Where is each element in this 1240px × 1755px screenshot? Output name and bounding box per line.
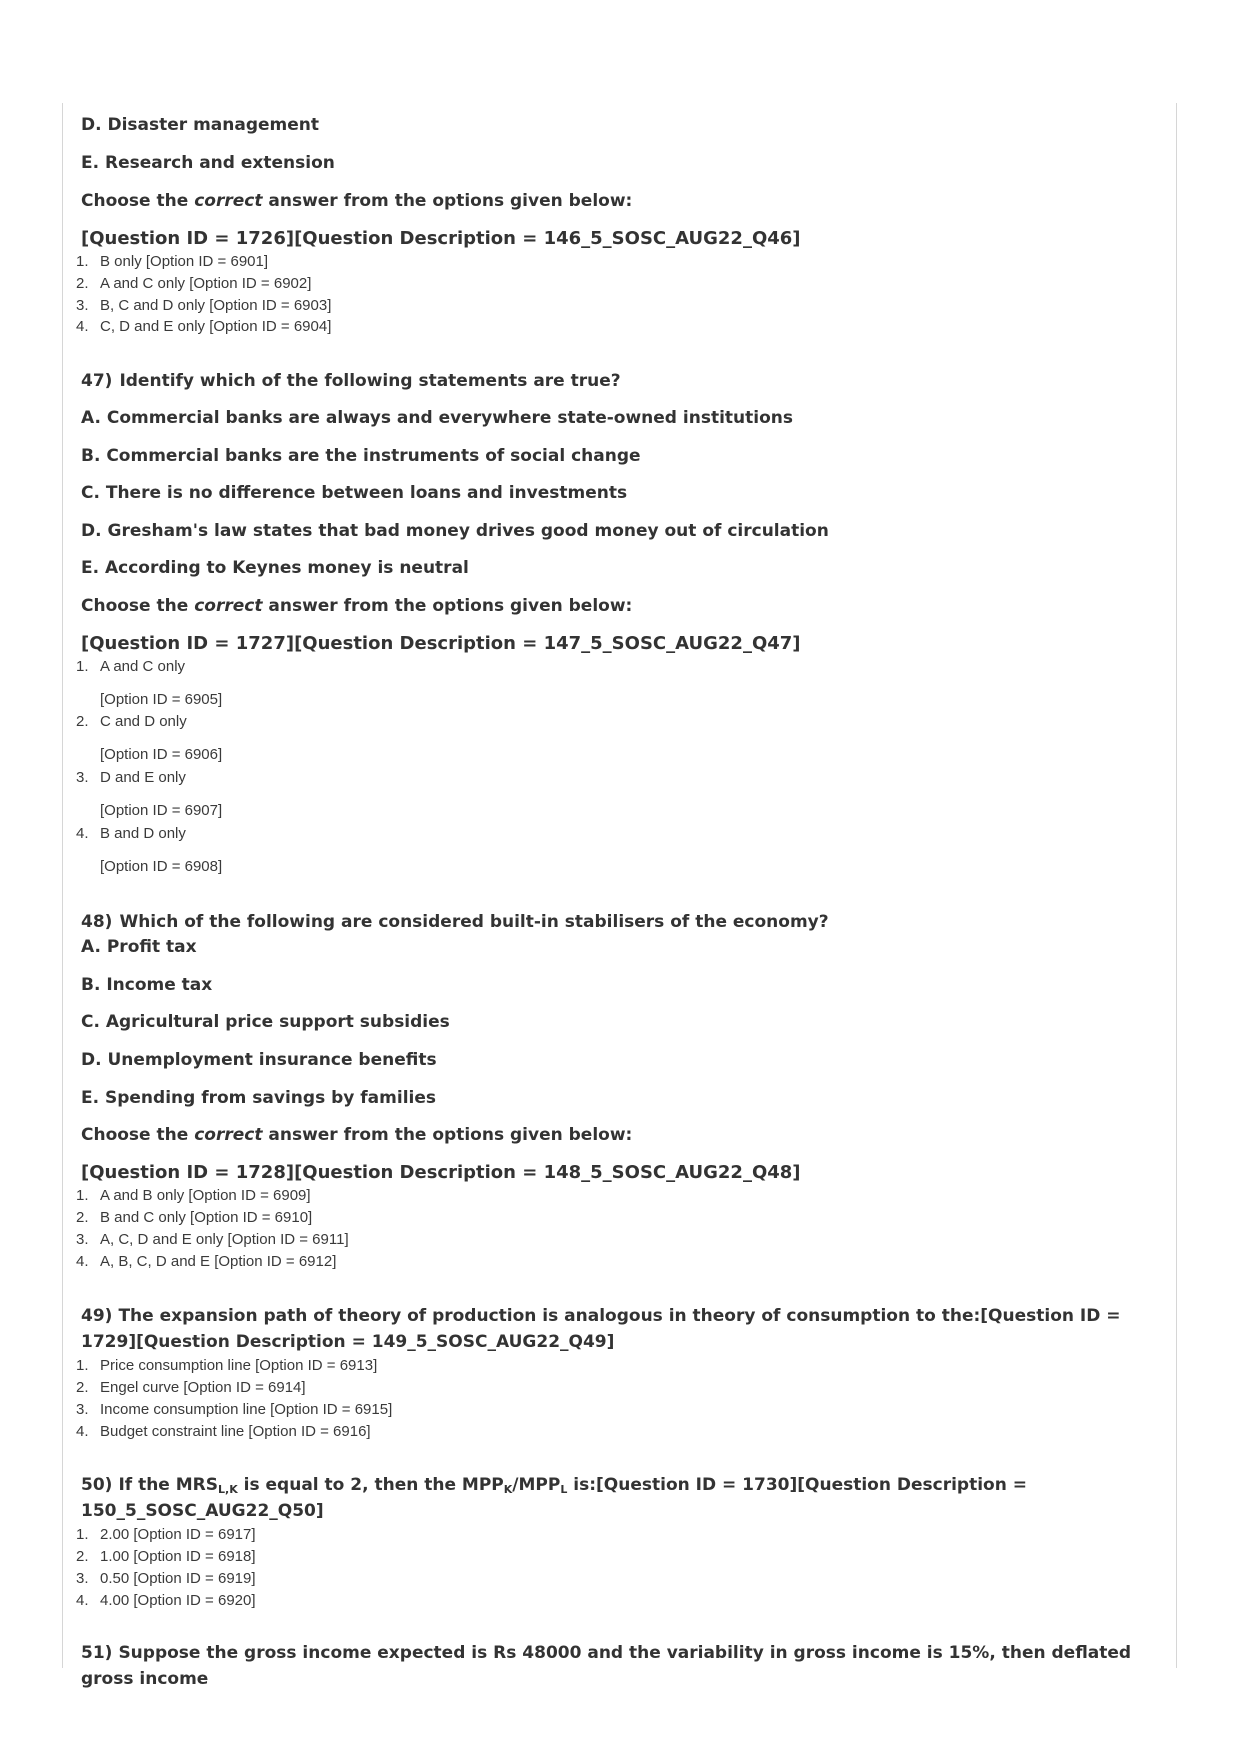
- q48-option-2[interactable]: 2. B and C only [Option ID = 6910]: [76, 1209, 313, 1226]
- q48-option-4[interactable]: 4. A, B, C, D and E [Option ID = 6912]: [76, 1253, 337, 1270]
- q48-statement-d: D. Unemployment insurance benefits: [81, 1050, 437, 1070]
- q48-title: 48) Which of the following are considered built-in stabilisers of the economy?: [81, 912, 829, 932]
- q49-option-3[interactable]: 3. Income consumption line [Option ID = 6915]: [76, 1401, 393, 1418]
- q47-option-3-id: [Option ID = 6907]: [100, 802, 223, 819]
- q47-option-4-id: [Option ID = 6908]: [100, 858, 223, 875]
- q47-choose-instruction: Choose the correct answer from the options given below:: [81, 596, 633, 616]
- q50-option-4[interactable]: 4. 4.00 [Option ID = 6920]: [76, 1592, 256, 1609]
- q48-statement-c: C. Agricultural price support subsidies: [81, 1012, 450, 1032]
- q51-title: 51) Suppose the gross income expected is Rs 48000 and the variability in gross income is 15%, then deflated gross income: [81, 1643, 1132, 1689]
- q46-question-id: [Question ID = 1726][Question Description = 146_5_SOSC_AUG22_Q46]: [81, 228, 801, 249]
- q46-option-1[interactable]: 1. B only [Option ID = 6901]: [76, 253, 269, 270]
- q48-statement-e: E. Spending from savings by families: [81, 1088, 436, 1108]
- q46-statement-d: D. Disaster management: [81, 115, 320, 135]
- q49-option-1[interactable]: 1. Price consumption line [Option ID = 6913]: [76, 1357, 378, 1374]
- q47-option-2[interactable]: 2. C and D only: [76, 713, 187, 730]
- q47-option-1-id: [Option ID = 6905]: [100, 691, 223, 708]
- q48-statement-a: A. Profit tax: [81, 937, 197, 957]
- page-right-border: [1176, 103, 1177, 1668]
- q50-option-1[interactable]: 1. 2.00 [Option ID = 6917]: [76, 1526, 256, 1543]
- q46-choose-instruction: Choose the correct answer from the options given below:: [81, 191, 633, 211]
- q48-option-3[interactable]: 3. A, C, D and E only [Option ID = 6911]: [76, 1231, 349, 1248]
- q46-option-2[interactable]: 2. A and C only [Option ID = 6902]: [76, 275, 312, 292]
- q47-statement-d: D. Gresham's law states that bad money drives good money out of circulation: [81, 521, 829, 541]
- q48-choose-instruction: Choose the correct answer from the options given below:: [81, 1125, 633, 1145]
- q47-statement-b: B. Commercial banks are the instruments of social change: [81, 446, 641, 466]
- q50-title: 50) If the $MRS_{L,K}$ is equal to 2, then the $MPP_K/MPP_L$ is:[Question ID = 1730][Question Description = 150_5_SOSC_AUG22_Q50]: [81, 1475, 1027, 1521]
- q46-statement-e: E. Research and extension: [81, 153, 335, 173]
- q49-option-2[interactable]: 2. Engel curve [Option ID = 6914]: [76, 1379, 306, 1396]
- q47-statement-c: C. There is no difference between loans and investments: [81, 483, 628, 503]
- q47-option-4[interactable]: 4. B and D only: [76, 825, 186, 842]
- q47-question-id: [Question ID = 1727][Question Description = 147_5_SOSC_AUG22_Q47]: [81, 633, 801, 654]
- q50-option-3[interactable]: 3. 0.50 [Option ID = 6919]: [76, 1570, 256, 1587]
- q49-option-4[interactable]: 4. Budget constraint line [Option ID = 6916]: [76, 1423, 371, 1440]
- q47-option-3[interactable]: 3. D and E only: [76, 769, 186, 786]
- q46-option-3[interactable]: 3. B, C and D only [Option ID = 6903]: [76, 297, 332, 314]
- q47-statement-a: A. Commercial banks are always and everywhere state-owned institutions: [81, 408, 793, 428]
- q49-title: 49) The expansion path of theory of production is analogous in theory of consumption to the:[Question ID = 1729][Question Description = 149_5_SOSC_AUG22_Q49]: [81, 1306, 1121, 1352]
- q47-statement-e: E. According to Keynes money is neutral: [81, 558, 469, 578]
- q50-option-2[interactable]: 2. 1.00 [Option ID = 6918]: [76, 1548, 256, 1565]
- q47-option-2-id: [Option ID = 6906]: [100, 746, 223, 763]
- q48-question-id: [Question ID = 1728][Question Description = 148_5_SOSC_AUG22_Q48]: [81, 1162, 801, 1183]
- q48-statement-b: B. Income tax: [81, 975, 213, 995]
- q46-option-4[interactable]: 4. C, D and E only [Option ID = 6904]: [76, 318, 332, 335]
- q47-option-1[interactable]: 1. A and C only: [76, 658, 186, 675]
- page-left-border: [62, 103, 63, 1668]
- q48-option-1[interactable]: 1. A and B only [Option ID = 6909]: [76, 1187, 311, 1204]
- q47-title: 47) Identify which of the following statements are true?: [81, 371, 621, 391]
